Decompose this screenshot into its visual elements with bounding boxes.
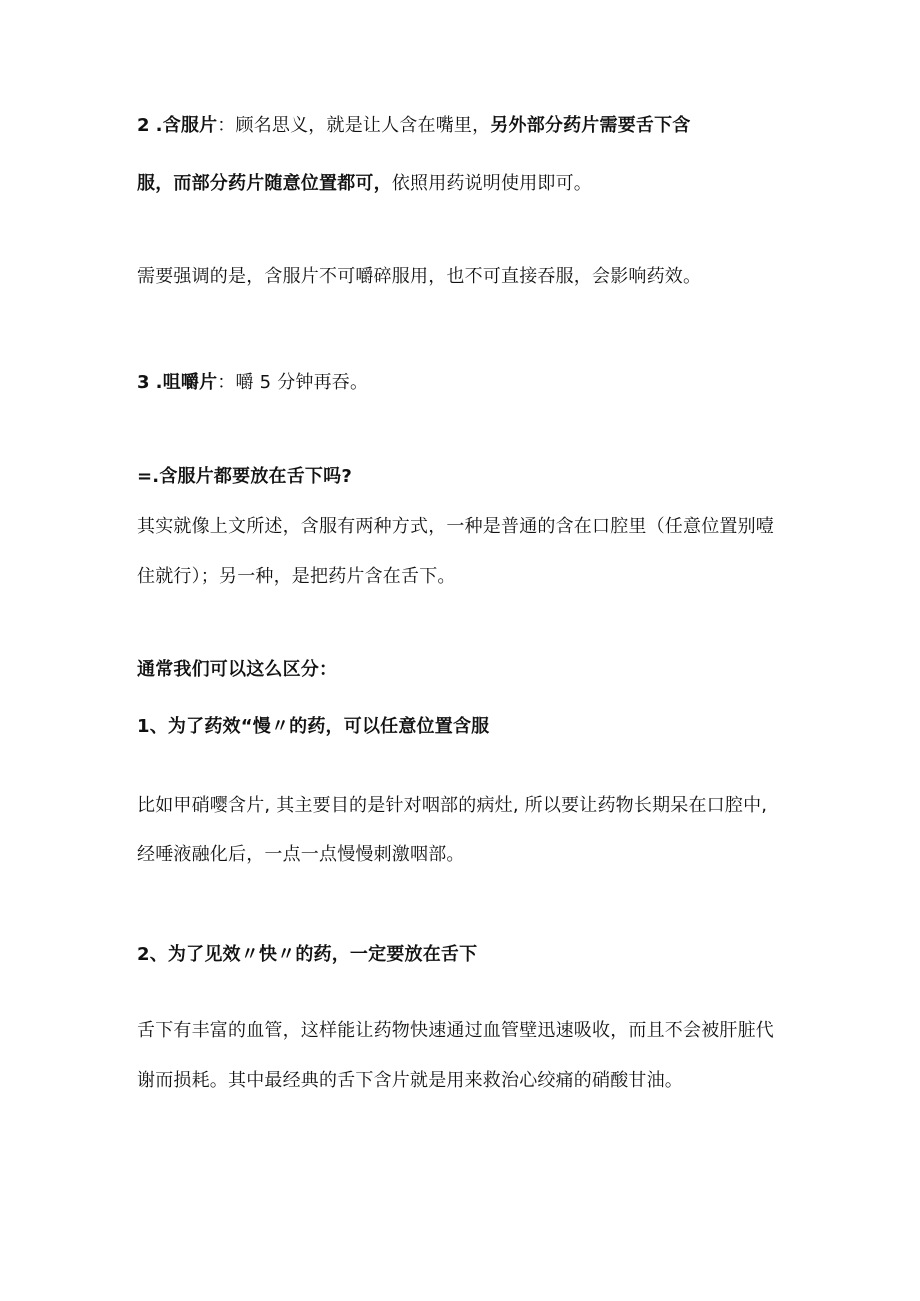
- section-2-line-1: [137, 112, 691, 140]
- point-1-line-1: 比如甲硝嘤含片, 其主要目的是针对咽部的病灶, 所以要让药物长期呆在口腔中,: [137, 795, 768, 816]
- answer-line-2: 住就行）；另一种，是把药片含在舌下。: [137, 566, 456, 587]
- point-2-line-2: 谢而损耗。其中最经典的舌下含片就是用来救治心绞痛的硝酸甘油。: [137, 1070, 683, 1091]
- section-2-bold-text: 另外部分药片需要舌下含: [490, 115, 691, 136]
- point-2-line-1: 舌下有丰富的血管，这样能让药物快速通过血管壁迅速吸收，而且不会被肝脏代: [137, 1020, 774, 1041]
- section-3-title: .咀嚼片: [155, 372, 218, 393]
- section-2-number: 2: [137, 115, 150, 136]
- section-3-colon: ：: [217, 372, 236, 393]
- question-heading: =.含服片都要放在舌下吗?: [137, 466, 352, 487]
- emphasis-paragraph: 需要强调的是，含服片不可嚼碎服用，也不可直接吞服，会影响药效。: [137, 266, 702, 287]
- point-1-line-2: 经唾液融化后，一点一点慢慢刺激咽部。: [137, 844, 465, 865]
- section-3-number: 3: [137, 372, 150, 393]
- point-1-heading: 1、为了药效“慢〃的药，可以任意位置含服: [137, 716, 490, 737]
- section-2-title: .含服片: [155, 115, 218, 136]
- answer-line-1: 其实就像上文所述，含服有两种方式，一种是普通的含在口腔里（任意位置别噎: [137, 516, 774, 537]
- section-2-plain-text: 顾名思义，就是让人含在嘴里，: [235, 115, 491, 136]
- section-3-line: [137, 369, 368, 397]
- point-2-heading: 2、为了见效〃快〃的药，一定要放在舌下: [137, 944, 478, 965]
- section-2-line-2: [137, 170, 592, 198]
- section-2-plain-continuation: 依照用药说明使用即可。: [391, 173, 593, 194]
- section-3-text: 嚼 5 分钟再吞。: [235, 372, 369, 393]
- section-2-colon: ：: [217, 115, 236, 136]
- section-2-bold-continuation: 服，而部分药片随意位置都可，: [137, 173, 392, 194]
- distinguish-heading: 通常我们可以这么区分：: [137, 659, 338, 680]
